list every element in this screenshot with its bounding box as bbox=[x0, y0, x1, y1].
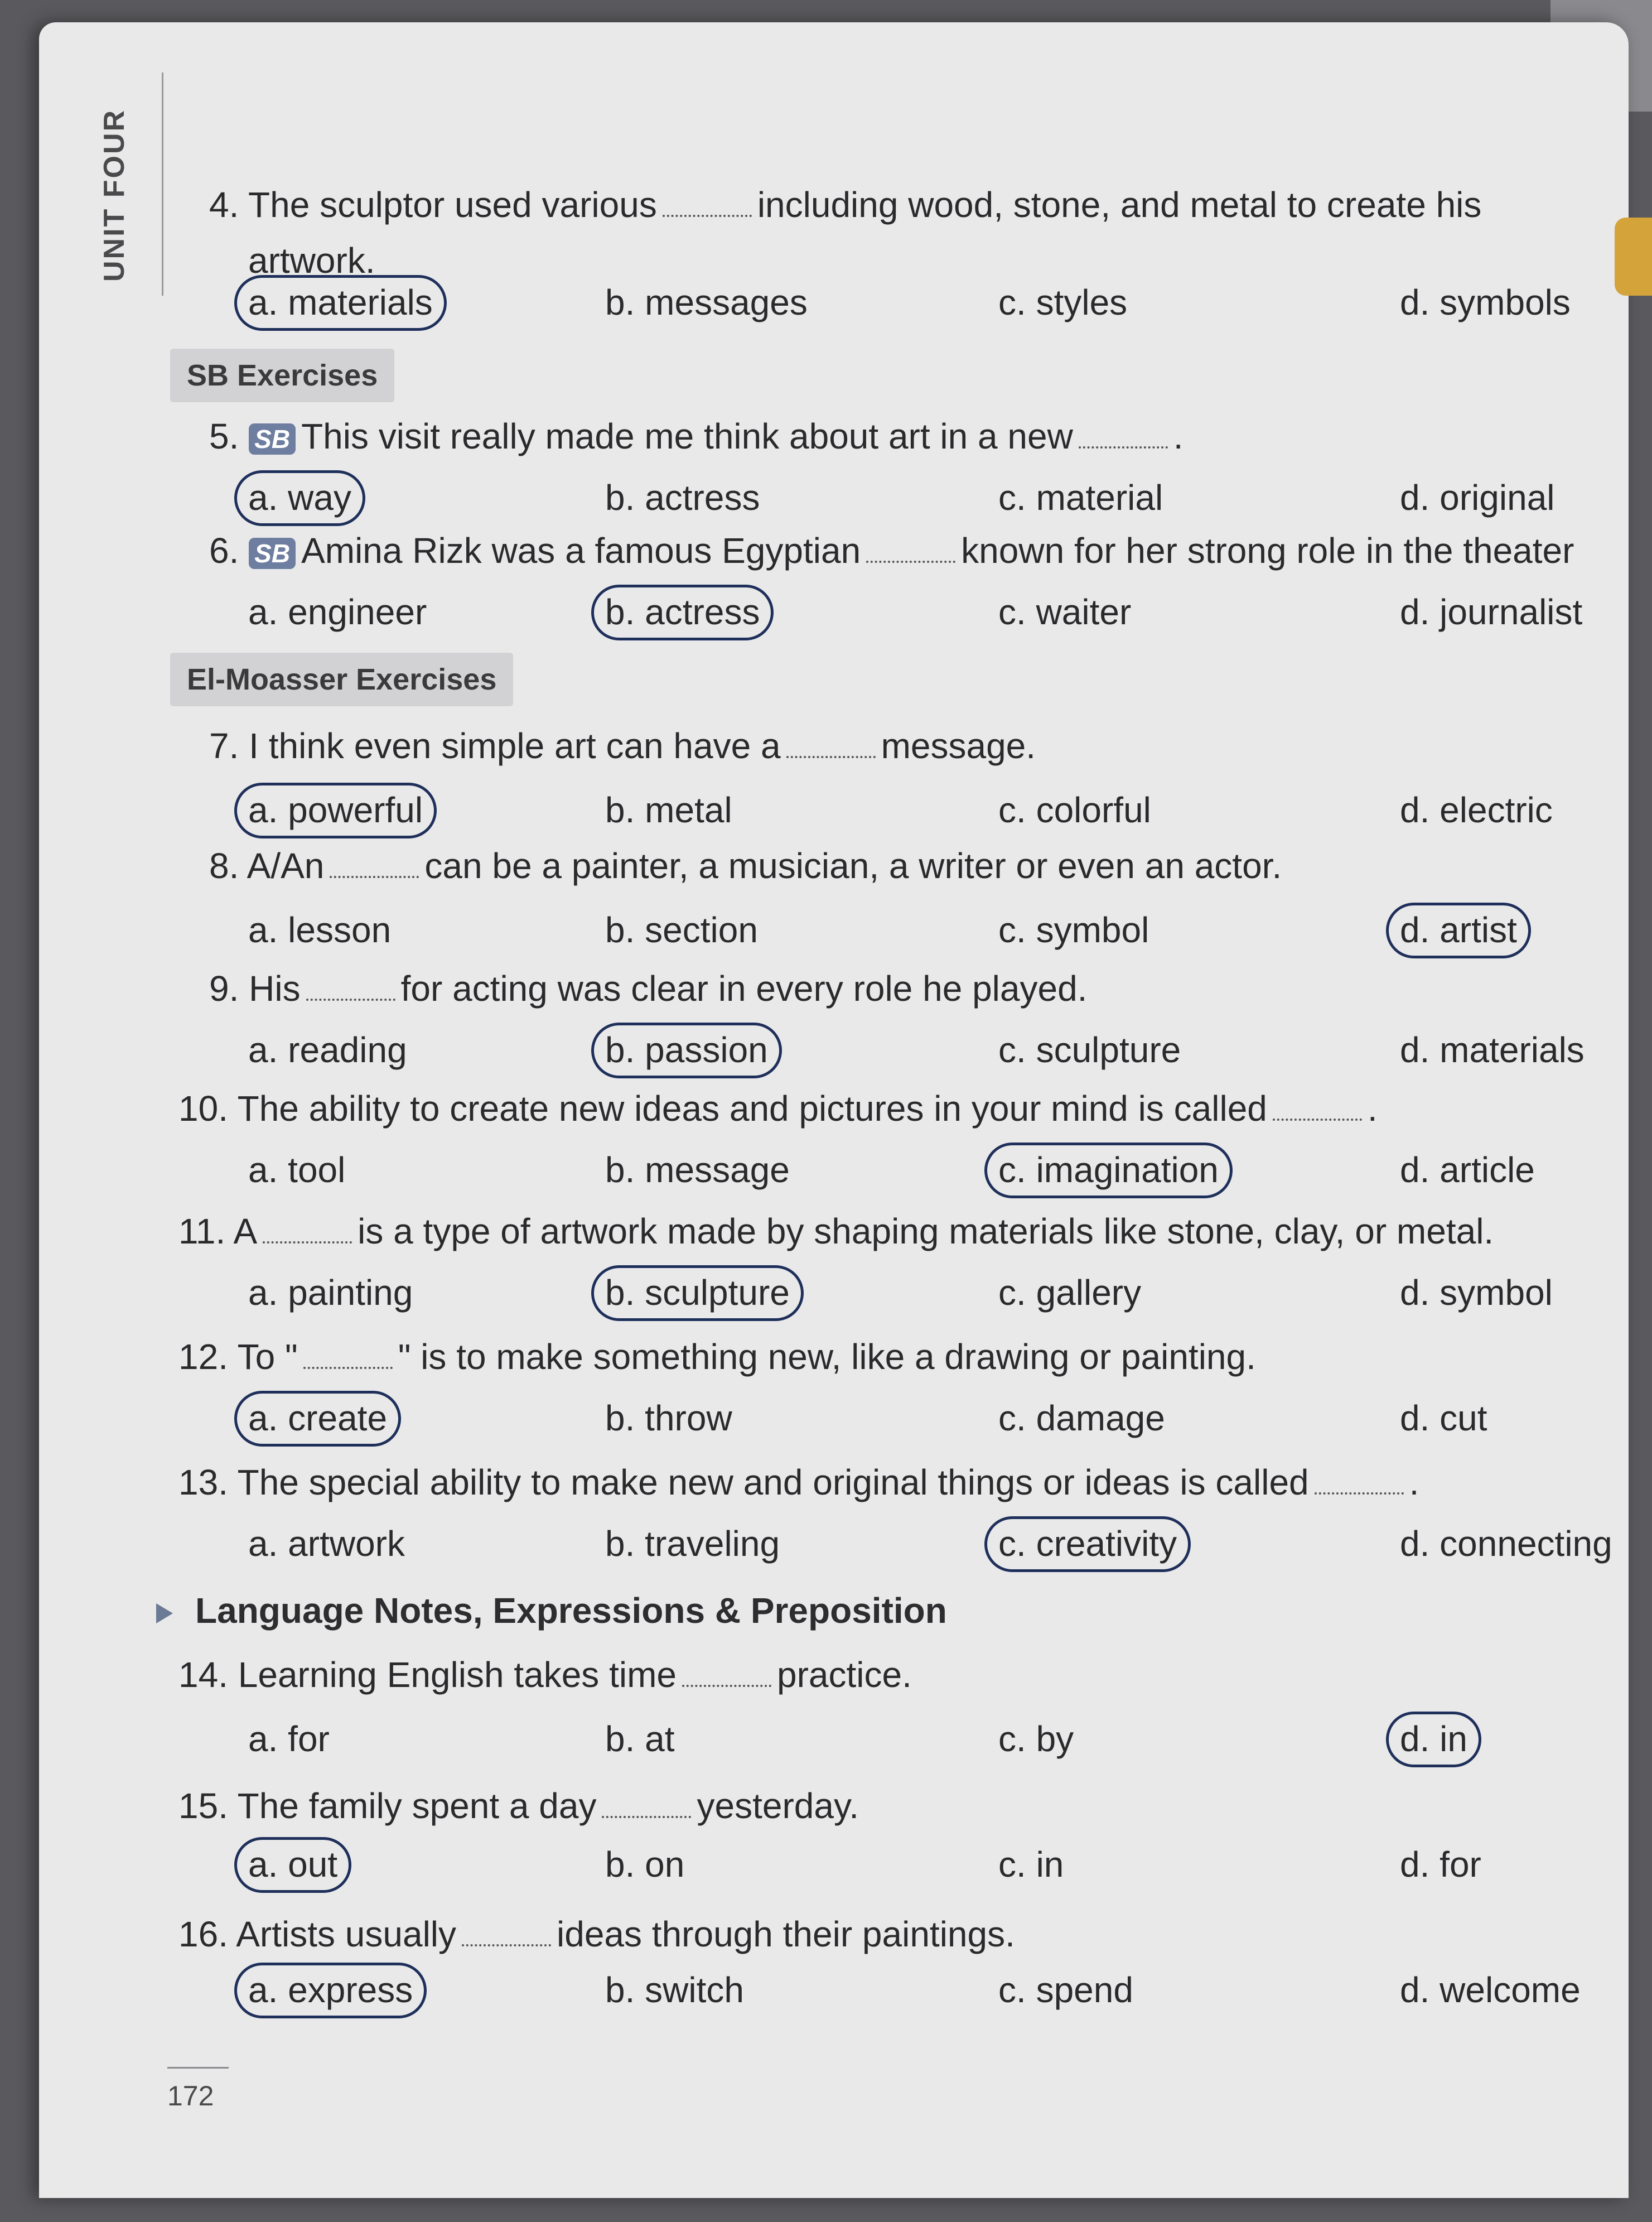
answer-option[interactable]: c. by bbox=[998, 1719, 1074, 1759]
answer-option[interactable]: b. messages bbox=[605, 282, 808, 322]
answer-option-circled[interactable]: a. way bbox=[248, 478, 351, 518]
answer-option-circled[interactable]: b. passion bbox=[605, 1030, 768, 1070]
answer-option[interactable]: a. for bbox=[248, 1719, 330, 1759]
question-stem bbox=[178, 1462, 1419, 1503]
question-text-continued: ideas through their paintings. bbox=[557, 1914, 1015, 1954]
answer-blank bbox=[306, 992, 395, 1001]
answer-blank bbox=[1315, 1486, 1404, 1495]
question-stem bbox=[209, 845, 1282, 886]
answer-blank bbox=[602, 1809, 691, 1818]
question-text: I think even simple art can have a bbox=[249, 726, 781, 766]
answer-option-circled[interactable]: a. powerful bbox=[248, 790, 423, 830]
answer-option-circled[interactable]: a. express bbox=[248, 1970, 413, 2010]
question-number: 8. bbox=[209, 846, 247, 886]
answer-option[interactable]: c. damage bbox=[998, 1398, 1165, 1438]
answer-option[interactable]: d. original bbox=[1400, 478, 1555, 518]
question-number: 5. bbox=[209, 416, 249, 456]
answer-blank bbox=[682, 1678, 771, 1687]
answer-option[interactable]: b. message bbox=[605, 1150, 790, 1190]
answer-option-circled[interactable]: b. sculpture bbox=[605, 1273, 790, 1313]
question-text: The sculptor used various bbox=[248, 185, 657, 225]
answer-option[interactable]: d. symbols bbox=[1400, 282, 1571, 322]
question-number: 15. bbox=[178, 1786, 238, 1826]
question-number: 13. bbox=[178, 1462, 238, 1502]
answer-option[interactable]: b. traveling bbox=[605, 1524, 780, 1564]
answer-option[interactable]: a. tool bbox=[248, 1150, 346, 1190]
question-text-continued: . bbox=[1409, 1462, 1419, 1502]
question-stem bbox=[178, 1211, 1494, 1252]
question-text: His bbox=[249, 968, 301, 1009]
question-text-continued: . bbox=[1367, 1088, 1378, 1129]
page-edge-tab bbox=[1615, 218, 1652, 296]
question-stem bbox=[178, 1913, 1015, 1955]
question-text-continued: for acting was clear in every role he played. bbox=[400, 968, 1088, 1009]
answer-blank bbox=[462, 1937, 551, 1946]
question-number: 4. bbox=[209, 185, 248, 225]
question-stem bbox=[178, 1336, 1256, 1377]
question-number: 14. bbox=[178, 1655, 238, 1695]
question-text-continued: including wood, stone, and metal to create his bbox=[757, 185, 1482, 225]
answer-option-circled[interactable]: b. actress bbox=[605, 592, 760, 632]
answer-blank bbox=[1079, 440, 1168, 449]
answer-option[interactable]: b. actress bbox=[605, 478, 760, 518]
question-text: A bbox=[233, 1211, 258, 1251]
question-stem bbox=[209, 530, 1574, 571]
question-text-continued: practice. bbox=[776, 1655, 912, 1695]
answer-blank bbox=[263, 1235, 352, 1243]
question-stem bbox=[209, 725, 1036, 767]
question-stem bbox=[209, 968, 1087, 1009]
question-text-continued: known for her strong role in the theater bbox=[961, 531, 1574, 571]
answer-option[interactable]: c. styles bbox=[998, 282, 1128, 322]
answer-option-circled[interactable]: a. materials bbox=[248, 282, 433, 322]
language-notes-heading bbox=[156, 1590, 947, 1631]
answer-option[interactable]: a. lesson bbox=[248, 910, 392, 950]
answer-option[interactable]: c. in bbox=[998, 1844, 1064, 1884]
question-stem bbox=[178, 1088, 1378, 1129]
question-stem bbox=[178, 1785, 859, 1826]
answer-blank bbox=[1273, 1112, 1362, 1121]
answer-blank bbox=[866, 554, 955, 563]
answer-option[interactable]: d. article bbox=[1400, 1150, 1535, 1190]
page-number: 172 bbox=[167, 2067, 229, 2112]
answer-option[interactable]: b. throw bbox=[605, 1398, 732, 1438]
answer-option[interactable]: b. on bbox=[605, 1844, 685, 1884]
question-text: To " bbox=[237, 1337, 298, 1377]
question-text: This visit really made me think about art in a new bbox=[301, 416, 1073, 456]
answer-option[interactable]: d. journalist bbox=[1400, 592, 1583, 632]
sb-badge-icon: SB bbox=[249, 423, 296, 455]
question-number: 7. bbox=[209, 726, 249, 766]
question-text: The family spent a day bbox=[237, 1786, 597, 1826]
answer-option[interactable]: c. symbol bbox=[998, 910, 1149, 950]
answer-option-circled[interactable]: a. create bbox=[248, 1398, 388, 1438]
answer-option[interactable]: d. electric bbox=[1400, 790, 1553, 830]
answer-option[interactable]: b. at bbox=[605, 1719, 675, 1759]
question-text: The ability to create new ideas and pictures in your mind is called bbox=[237, 1088, 1267, 1129]
question-stem bbox=[209, 184, 1481, 225]
answer-option[interactable]: a. reading bbox=[248, 1030, 407, 1070]
question-number: 9. bbox=[209, 968, 249, 1009]
question-number: 6. bbox=[209, 531, 249, 571]
question-number: 16. bbox=[178, 1914, 236, 1954]
answer-option-circled[interactable]: c. imagination bbox=[998, 1150, 1219, 1190]
unit-label: UNIT FOUR bbox=[98, 108, 131, 282]
play-arrow-icon bbox=[156, 1603, 173, 1623]
question-text-continued: . bbox=[1173, 416, 1184, 456]
answer-option[interactable]: d. connecting bbox=[1400, 1524, 1612, 1564]
answer-blank bbox=[786, 749, 876, 758]
answer-option[interactable]: d. welcome bbox=[1400, 1970, 1581, 2010]
answer-blank bbox=[303, 1360, 393, 1369]
answer-option-circled[interactable]: a. out bbox=[248, 1844, 338, 1884]
answer-option[interactable]: b. section bbox=[605, 910, 758, 950]
answer-option[interactable]: c. gallery bbox=[998, 1273, 1142, 1313]
answer-option[interactable]: d. for bbox=[1400, 1844, 1481, 1884]
question-number: 12. bbox=[178, 1337, 238, 1377]
answer-option-circled[interactable]: d. artist bbox=[1400, 910, 1517, 950]
question-text: Learning English takes time bbox=[238, 1655, 677, 1695]
question-text-continued: message. bbox=[881, 726, 1036, 766]
question-text: The special ability to make new and original things or ideas is called bbox=[237, 1462, 1309, 1502]
question-number: 10. bbox=[178, 1088, 238, 1129]
answer-option[interactable]: a. engineer bbox=[248, 592, 427, 632]
answer-option-circled[interactable]: c. creativity bbox=[998, 1524, 1177, 1564]
answer-option[interactable]: b. switch bbox=[605, 1970, 744, 2010]
answer-option-circled[interactable]: d. in bbox=[1400, 1719, 1467, 1759]
answer-option[interactable]: c. material bbox=[998, 478, 1163, 518]
question-text: Amina Rizk was a famous Egyptian bbox=[301, 531, 861, 571]
answer-option[interactable]: a. artwork bbox=[248, 1524, 405, 1564]
answer-option[interactable]: a. painting bbox=[248, 1273, 413, 1313]
question-text: A/An bbox=[247, 846, 325, 886]
answer-option[interactable]: c. spend bbox=[998, 1970, 1133, 2010]
question-text: Artists usually bbox=[236, 1914, 456, 1954]
question-text-wrap: artwork. bbox=[248, 240, 375, 281]
answer-blank bbox=[663, 208, 752, 217]
section-el-moasser-exercises: El-Moasser Exercises bbox=[170, 653, 513, 706]
answer-option[interactable]: c. waiter bbox=[998, 592, 1132, 632]
answer-option[interactable]: b. metal bbox=[605, 790, 732, 830]
question-text-continued: yesterday. bbox=[697, 1786, 859, 1826]
answer-blank bbox=[330, 869, 419, 878]
question-text-continued: " is to make something new, like a drawing or painting. bbox=[398, 1337, 1256, 1377]
question-stem bbox=[178, 1654, 912, 1695]
sb-badge-icon: SB bbox=[249, 538, 296, 569]
section-sb-exercises: SB Exercises bbox=[170, 349, 394, 402]
question-text-continued: can be a painter, a musician, a writer or even an actor. bbox=[424, 846, 1282, 886]
question-stem bbox=[209, 416, 1184, 457]
language-notes-title: Language Notes, Expressions & Preposition bbox=[195, 1590, 947, 1631]
answer-option[interactable]: c. colorful bbox=[998, 790, 1151, 830]
answer-option[interactable]: d. materials bbox=[1400, 1030, 1585, 1070]
question-number: 11. bbox=[178, 1211, 234, 1251]
answer-option[interactable]: d. cut bbox=[1400, 1398, 1487, 1438]
answer-option[interactable]: c. sculpture bbox=[998, 1030, 1181, 1070]
question-text-continued: is a type of artwork made by shaping materials like stone, clay, or metal. bbox=[358, 1211, 1494, 1251]
answer-option[interactable]: d. symbol bbox=[1400, 1273, 1553, 1313]
